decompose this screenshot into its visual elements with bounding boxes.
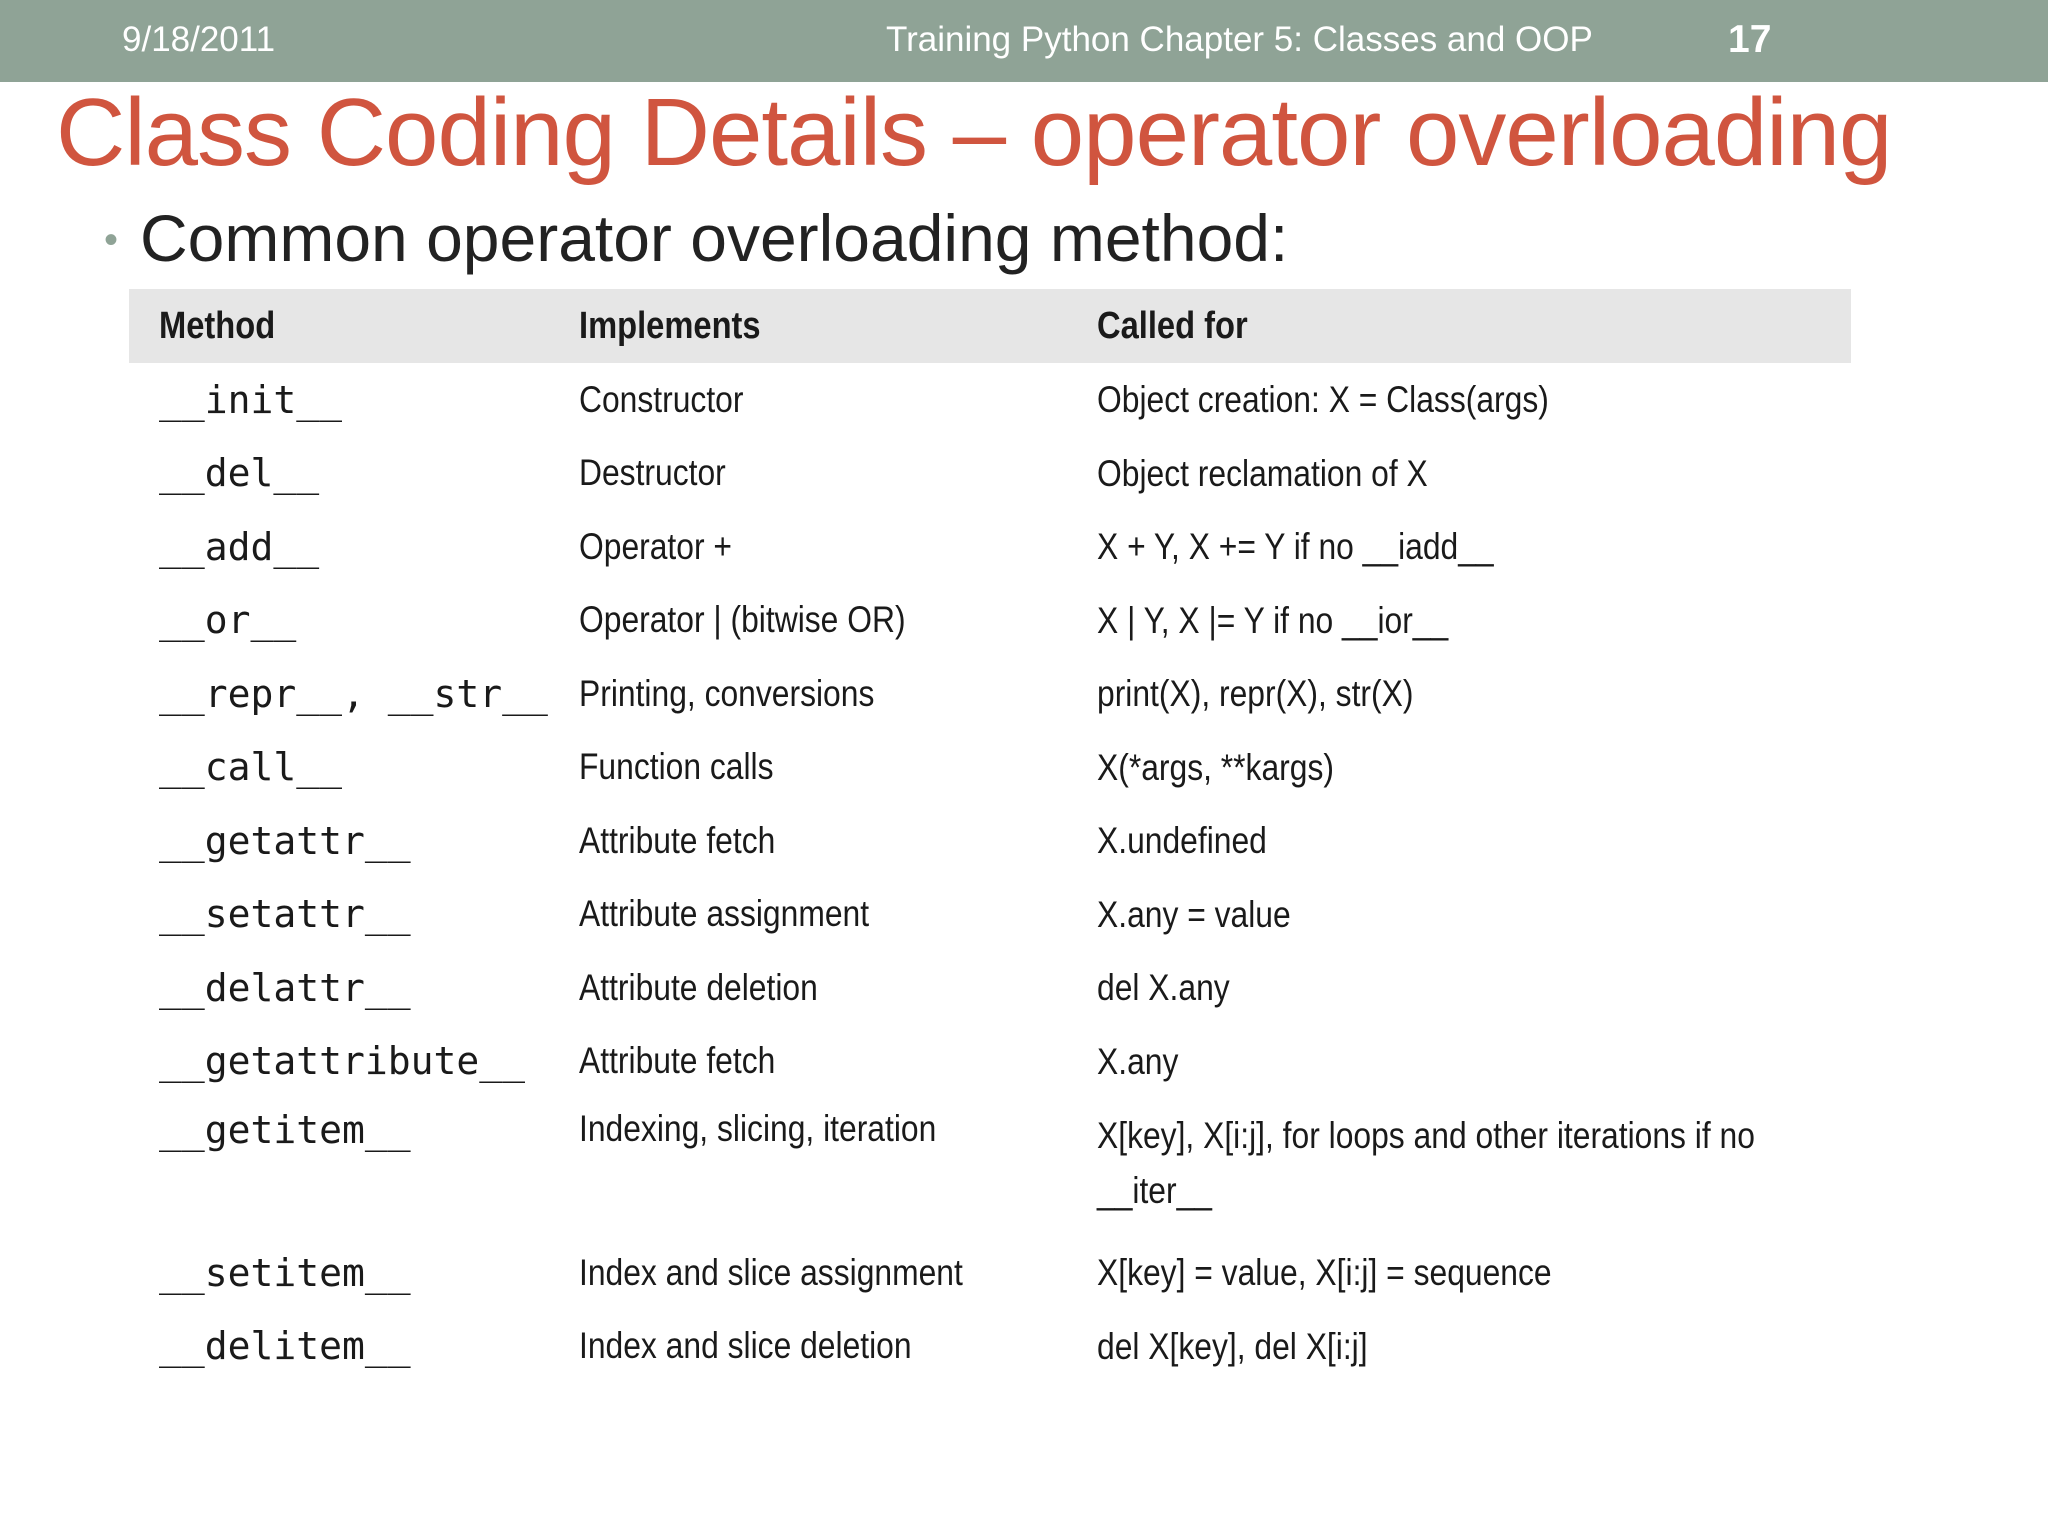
table-row xyxy=(129,510,1851,584)
table-row xyxy=(129,804,1851,878)
implements-cell: Attribute fetch xyxy=(579,1040,776,1082)
called-for-cell: X.undefined xyxy=(1097,820,1267,862)
column-header-method: Method xyxy=(159,304,276,347)
called-for-cell: X | Y, X |= Y if no __ior__ xyxy=(1097,599,1449,641)
presentation-title: Training Python Chapter 5: Classes and OOP xyxy=(886,20,1593,59)
implements-cell: Index and slice assignment xyxy=(579,1251,963,1293)
called-for-cell: X[key], X[i:j], for loops and other iterations if no __iter__ xyxy=(1097,1115,1755,1211)
implements-cell: Destructor xyxy=(579,452,726,494)
called-for-cell: X[key] = value, X[i:j] = sequence xyxy=(1097,1252,1552,1294)
method-cell: __getitem__ xyxy=(159,1108,411,1152)
method-cell: __setattr__ xyxy=(159,892,411,937)
table-row xyxy=(129,584,1851,658)
column-header-implements: Implements xyxy=(579,304,761,347)
method-cell: __repr__, __str__ xyxy=(159,671,548,716)
implements-cell: Printing, conversions xyxy=(579,672,875,714)
table-row xyxy=(129,1098,1851,1236)
implements-cell: Index and slice deletion xyxy=(579,1325,912,1367)
implements-cell: Constructor xyxy=(579,378,744,420)
table-row xyxy=(129,1025,1851,1099)
method-cell: __getattribute__ xyxy=(159,1039,526,1084)
table-row xyxy=(129,878,1851,952)
method-cell: __delitem__ xyxy=(159,1324,411,1369)
slide-title: Class Coding Details – operator overloading xyxy=(56,79,1892,186)
method-cell: __call__ xyxy=(159,745,343,790)
called-for-cell: del X.any xyxy=(1097,967,1230,1009)
implements-cell: Attribute deletion xyxy=(579,966,818,1008)
bullet-dot-icon: • xyxy=(104,218,119,262)
table-row xyxy=(129,657,1851,731)
slide-date: 9/18/2011 xyxy=(122,20,276,59)
bullet-item xyxy=(104,200,1288,276)
called-for-cell: X.any = value xyxy=(1097,893,1291,935)
table-row xyxy=(129,363,1851,437)
called-for-cell: del X[key], del X[i:j] xyxy=(1097,1325,1368,1367)
called-for-cell: print(X), repr(X), str(X) xyxy=(1097,673,1414,715)
bullet-text: Common operator overloading method: xyxy=(140,201,1289,275)
implements-cell: Indexing, slicing, iteration xyxy=(579,1108,937,1149)
method-cell: __delattr__ xyxy=(159,965,411,1010)
table-row xyxy=(129,437,1851,511)
table-row xyxy=(129,951,1851,1025)
table-row xyxy=(129,1236,1851,1310)
method-cell: __or__ xyxy=(159,598,297,643)
method-cell: __setitem__ xyxy=(159,1250,411,1295)
page-number: 17 xyxy=(1728,18,1772,61)
implements-cell: Attribute fetch xyxy=(579,819,776,861)
table-row xyxy=(129,1310,1851,1384)
called-for-cell: X + Y, X += Y if no __iadd__ xyxy=(1097,526,1494,568)
operator-overloading-table xyxy=(129,289,1851,1383)
method-cell: __getattr__ xyxy=(159,818,411,863)
called-for-cell: Object reclamation of X xyxy=(1097,452,1428,494)
called-for-cell: Object creation: X = Class(args) xyxy=(1097,379,1549,421)
called-for-cell: X(*args, **kargs) xyxy=(1097,746,1334,788)
table-row xyxy=(129,731,1851,805)
called-for-cell: X.any xyxy=(1097,1040,1179,1082)
table-header-row xyxy=(129,289,1851,363)
slide-header-bar xyxy=(0,0,2048,82)
implements-cell: Operator + xyxy=(579,525,732,567)
method-cell: __add__ xyxy=(159,524,320,569)
implements-cell: Attribute assignment xyxy=(579,893,870,935)
implements-cell: Operator | (bitwise OR) xyxy=(579,599,906,641)
method-cell: __del__ xyxy=(159,451,320,496)
method-cell: __init__ xyxy=(159,377,343,422)
implements-cell: Function calls xyxy=(579,746,774,788)
column-header-called-for: Called for xyxy=(1097,304,1248,347)
